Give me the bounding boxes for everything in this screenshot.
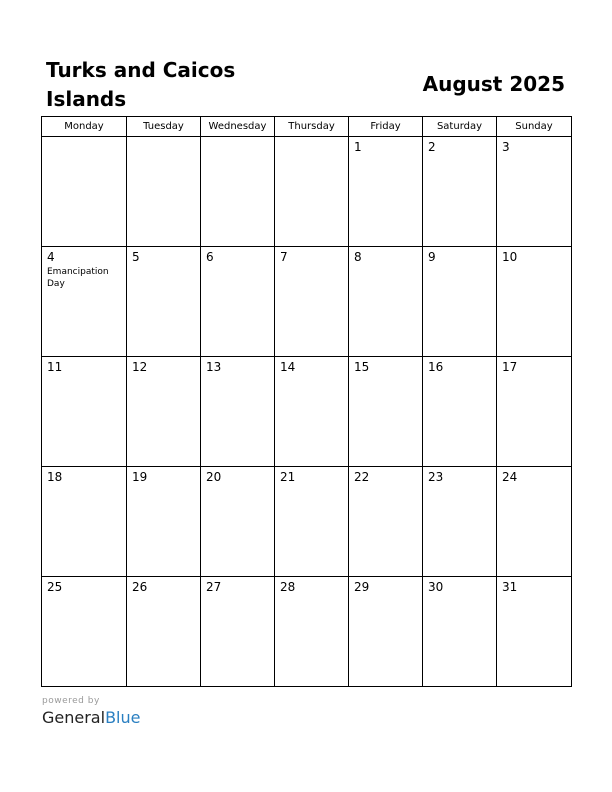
day-cell [423, 247, 497, 357]
day-number: 14 [280, 360, 296, 374]
weekday-header: Tuesday [127, 117, 201, 137]
day-cell [497, 137, 572, 247]
week-row [42, 357, 572, 467]
day-number: 15 [354, 360, 370, 374]
day-number: 2 [428, 140, 436, 154]
day-number: 10 [502, 250, 518, 264]
day-cell [42, 357, 127, 467]
footer-branding [42, 696, 140, 728]
day-number: 28 [280, 580, 296, 594]
day-number: 30 [428, 580, 444, 594]
page-title: Turks and Caicos Islands [46, 58, 236, 111]
day-cell [423, 357, 497, 467]
day-cell [349, 577, 423, 687]
week-row [42, 577, 572, 687]
day-cell [497, 357, 572, 467]
day-cell [201, 357, 275, 467]
day-number [127, 137, 200, 141]
day-number [201, 137, 274, 141]
week-row [42, 467, 572, 577]
day-cell [349, 467, 423, 577]
week-row [42, 137, 572, 247]
day-number: 22 [354, 470, 370, 484]
day-cell [127, 357, 201, 467]
day-cell [275, 247, 349, 357]
weekday-header: Saturday [423, 117, 497, 137]
day-number: 9 [428, 250, 436, 264]
weekday-header-row [42, 117, 572, 137]
calendar-grid [41, 116, 572, 687]
day-cell [349, 247, 423, 357]
day-cell [423, 577, 497, 687]
weekday-header: Thursday [275, 117, 349, 137]
weekday-header: Sunday [497, 117, 572, 137]
day-cell [127, 137, 201, 247]
day-number: 11 [47, 360, 63, 374]
day-cell [349, 357, 423, 467]
day-number: 17 [502, 360, 518, 374]
weekday-header: Friday [349, 117, 423, 137]
day-number [42, 137, 126, 141]
day-cell [497, 577, 572, 687]
day-cell [497, 467, 572, 577]
day-cell [201, 247, 275, 357]
day-cell [201, 577, 275, 687]
day-number: 6 [206, 250, 214, 264]
day-number: 19 [132, 470, 148, 484]
powered-by-text: powered by [42, 696, 100, 706]
generalblue-logo[interactable] [42, 708, 140, 728]
day-number: 16 [428, 360, 444, 374]
day-number: 18 [47, 470, 63, 484]
day-cell [275, 467, 349, 577]
month-title: August 2025 [422, 72, 565, 96]
day-number: 20 [206, 470, 222, 484]
day-cell [127, 247, 201, 357]
day-number: 29 [354, 580, 370, 594]
day-cell [42, 247, 127, 357]
day-cell [423, 467, 497, 577]
day-number: 13 [206, 360, 222, 374]
day-number: 24 [502, 470, 518, 484]
day-cell [275, 577, 349, 687]
brand-general: General [42, 708, 106, 727]
day-number: 27 [206, 580, 222, 594]
day-cell [423, 137, 497, 247]
day-number: 12 [132, 360, 148, 374]
day-cell [201, 467, 275, 577]
day-cell [497, 247, 572, 357]
weekday-header: Wednesday [201, 117, 275, 137]
day-number: 8 [354, 250, 362, 264]
day-cell [349, 137, 423, 247]
day-number: 3 [502, 140, 510, 154]
day-cell [201, 137, 275, 247]
day-number: 23 [428, 470, 444, 484]
day-cell [127, 577, 201, 687]
week-row [42, 247, 572, 357]
brand-blue: Blue [105, 708, 141, 727]
weekday-header: Monday [42, 117, 127, 137]
day-cell [42, 137, 127, 247]
day-cell [127, 467, 201, 577]
day-cell [42, 467, 127, 577]
day-number: 7 [280, 250, 288, 264]
day-number: 25 [47, 580, 63, 594]
day-number: 5 [132, 250, 140, 264]
day-number [275, 137, 348, 141]
day-cell [42, 577, 127, 687]
day-number: 21 [280, 470, 296, 484]
day-cell [275, 137, 349, 247]
day-cell [275, 357, 349, 467]
day-number: 4 [47, 250, 55, 264]
day-number: 26 [132, 580, 148, 594]
day-number: 31 [502, 580, 518, 594]
holiday-label: Emancipation Day [47, 267, 109, 289]
day-number: 1 [354, 140, 362, 154]
